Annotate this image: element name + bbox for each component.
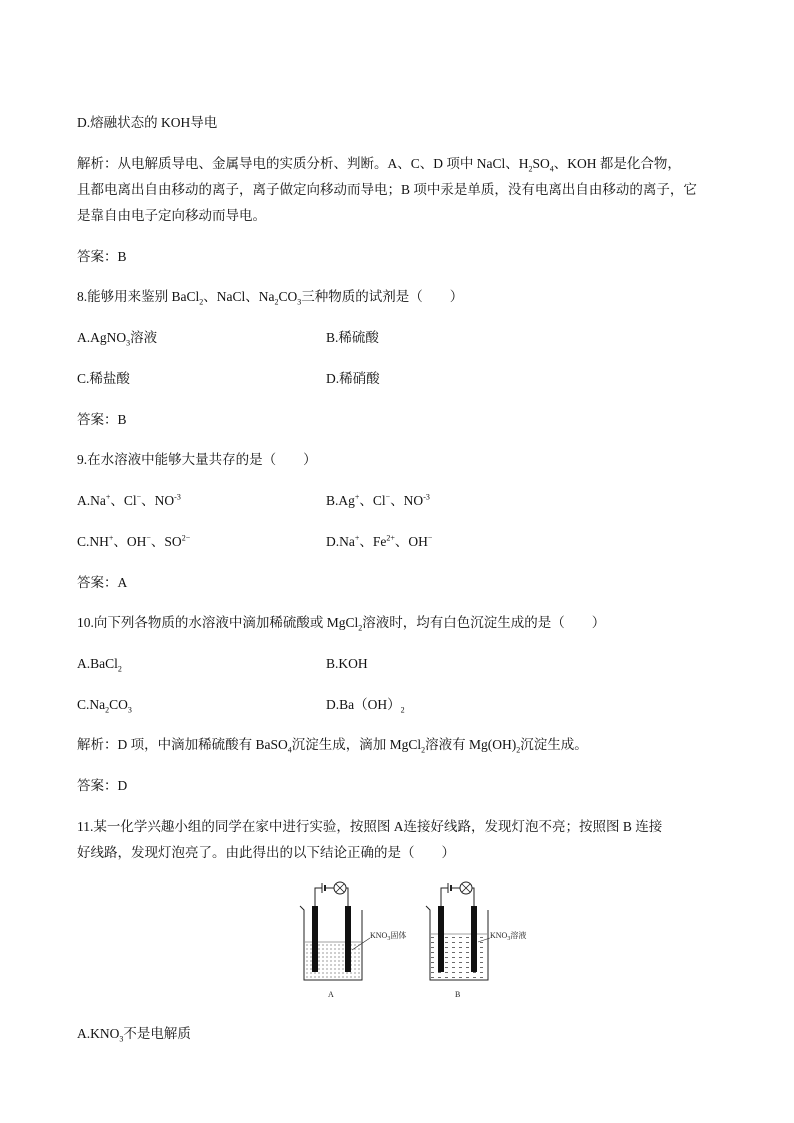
q10-analysis: 解析：D 项，中滴加稀硫酸有 BaSO$_4$沉淀生成，滴加 MgCl$_2$溶液有 $Mg(OH)_2$沉淀生成。	[77, 737, 588, 755]
beaker-b	[426, 882, 526, 999]
electrode-left-a	[312, 906, 318, 972]
circuit-diagram	[290, 880, 550, 1005]
q9-option-c: C.NH+、OH−、$SO^{2-}$	[77, 533, 191, 549]
q11-stem-line2: 好线路，发现灯泡亮了。由此得出的以下结论正确的是（ ）	[77, 845, 455, 860]
q10-stem: 10.向下列各物质的水溶液中滴加稀硫酸或 MgCl$_2$溶液时，均有白色沉淀生成的是（ ）	[77, 615, 606, 633]
q10-option-b: B.KOH	[326, 656, 368, 671]
q11-circuit-figure	[290, 880, 550, 1005]
q7-answer: 答案：B	[77, 249, 127, 264]
q8-option-b: B.稀硫酸	[326, 330, 379, 345]
q8-answer: 答案：B	[77, 412, 127, 427]
electrode-right-b	[471, 906, 477, 972]
q9-stem: 9.在水溶液中能够大量共存的是（ ）	[77, 452, 317, 467]
q11-stem-line1: 11.某一化学兴趣小组的同学在家中进行实验，按照图 A连接好线路，发现灯泡不亮；按照图 B 连接	[77, 819, 663, 834]
q7-analysis-line1: 解析：从电解质导电、金属导电的实质分析、判断。A、C、D 项中 NaCl、$H_2SO_4$、KOH 都是化合物，	[77, 156, 681, 174]
q8-option-c: C.稀盐酸	[77, 371, 130, 386]
q9-answer: 答案：A	[77, 575, 128, 590]
q10-option-a: A.BaCl$_2$	[77, 656, 122, 674]
q7-option-d: D.熔融状态的 KOH导电	[77, 115, 218, 130]
caption-a: A	[328, 990, 334, 999]
q10-answer: 答案：D	[77, 778, 128, 793]
q10-option-c: $C.Na_2CO_3$	[77, 697, 132, 715]
electrode-left-b	[438, 906, 444, 972]
q8-stem: 8.能够用来鉴别 BaCl$_2$、NaCl、$Na_2CO_3$三种物质的试剂是（ ）	[77, 289, 464, 307]
q9-option-d: D.Na+、$Fe^{2+}$、OH−	[326, 533, 433, 549]
q8-option-a: A.AgNO$_3$溶液	[77, 330, 158, 348]
q8-option-d: D.稀硝酸	[326, 371, 380, 386]
q11-option-a: $A.KNO_3$不是电解质	[77, 1026, 191, 1044]
label-kno3-solution: $KNO_3$溶液	[490, 931, 527, 942]
q10-option-d: $D.Ba(OH)_2$	[326, 697, 405, 715]
caption-b: B	[455, 990, 461, 999]
q7-analysis-line3: 是靠自由电子定向移动而导电。	[77, 208, 266, 223]
electrode-right-a	[345, 906, 351, 972]
q9-option-b: B.Ag+、Cl−、$NO^{-3}$	[326, 492, 430, 508]
label-kno3-solid: $KNO_3$固体	[370, 931, 407, 942]
beaker-a	[300, 882, 406, 999]
q9-option-a: A.Na+、Cl−、$NO^{-3}$	[77, 492, 181, 508]
q7-analysis-line2: 且都电离出自由移动的离子，离子做定向移动而导电；B 项中汞是单质，没有电离出自由移动的离子，它	[77, 182, 697, 197]
